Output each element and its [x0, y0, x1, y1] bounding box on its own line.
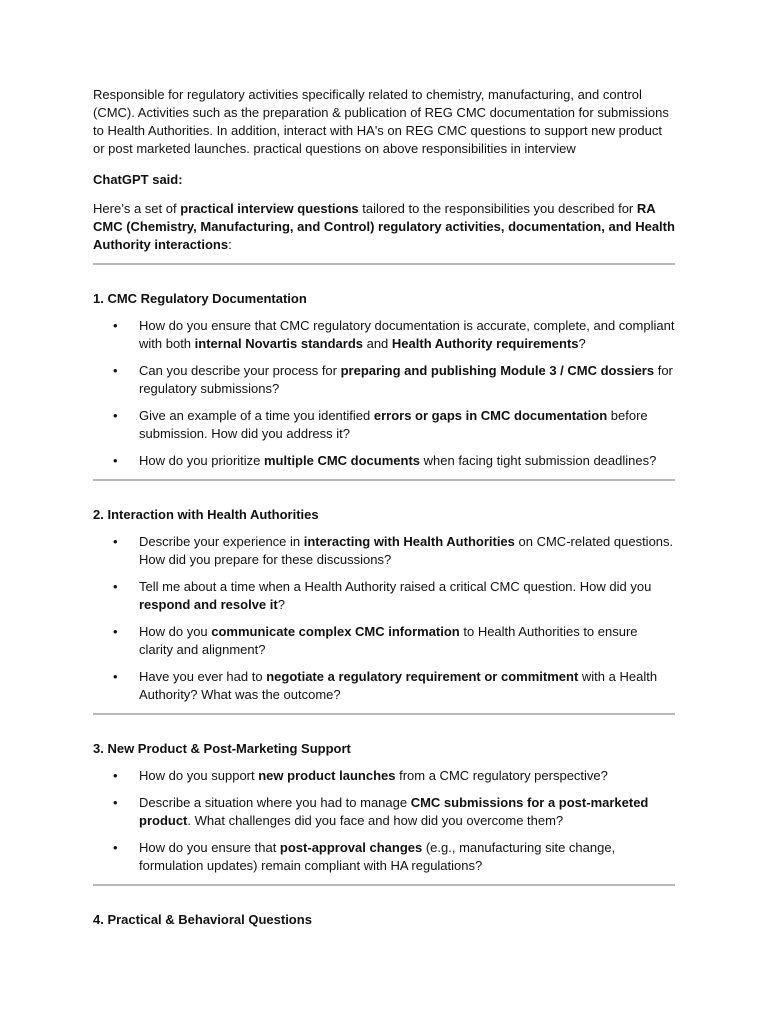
question-item	[93, 578, 675, 614]
question-text	[139, 579, 651, 612]
bullet-icon: •	[113, 768, 118, 783]
question-list	[93, 317, 675, 470]
text-run: How do you	[139, 624, 212, 639]
bold-text: communicate complex CMC information	[211, 624, 460, 639]
bold-text: Health Authority requirements	[391, 336, 579, 351]
question-text	[139, 795, 648, 828]
text-run: (e.g., manufacturing site change, formulation updates) remain compliant with HA regulations?	[139, 840, 616, 873]
question-section	[93, 886, 675, 947]
question-section	[93, 265, 675, 479]
question-item	[93, 668, 675, 704]
question-item	[93, 362, 675, 398]
text-run: on CMC-related questions. How did you prepare for these discussions?	[139, 534, 674, 567]
text-run: Describe a situation where you had to manage	[139, 795, 411, 810]
question-item	[93, 317, 675, 353]
text-run: with a Health Authority? What was the outcome?	[139, 669, 658, 702]
question-section	[93, 481, 675, 713]
question-sections	[93, 263, 675, 947]
bullet-icon: •	[113, 453, 118, 468]
question-text	[139, 840, 615, 873]
bold-text: negotiate a regulatory requirement or commitment	[266, 669, 579, 684]
section-heading: 4. Practical & Behavioral Questions	[93, 912, 312, 927]
question-text	[139, 453, 656, 468]
text-run: for regulatory submissions?	[139, 363, 673, 396]
bullet-icon: •	[113, 669, 118, 684]
bullet-icon: •	[113, 534, 118, 549]
text-run: . What challenges did you face and how did you overcome them?	[187, 813, 564, 828]
bullet-icon: •	[113, 840, 118, 855]
text-run: How do you ensure that CMC regulatory documentation is accurate, complete, and compliant with both	[139, 318, 675, 351]
text-run: from a CMC regulatory perspective?	[395, 768, 608, 783]
text-run: tailored to the responsibilities you described for	[358, 201, 637, 216]
bold-text: internal Novartis standards	[194, 336, 363, 351]
text-run: when facing tight submission deadlines?	[420, 453, 657, 468]
bold-text: post-approval changes	[279, 840, 423, 855]
question-text	[139, 363, 673, 396]
question-list	[93, 767, 675, 875]
text-run: Can you describe your process for	[139, 363, 341, 378]
section-heading: 2. Interaction with Health Authorities	[93, 507, 319, 522]
bold-text: respond and resolve it	[139, 597, 278, 612]
question-text	[139, 408, 648, 441]
bullet-icon: •	[113, 363, 118, 378]
text-run: Give an example of a time you identified	[139, 408, 374, 423]
bold-text: new product launches	[258, 768, 396, 783]
question-item	[93, 794, 675, 830]
speaker-label: ChatGPT said:	[93, 172, 183, 187]
text-run: Here’s a set of	[93, 201, 181, 216]
bold-text: CMC submissions for a post-marketed product	[139, 795, 649, 828]
question-section	[93, 715, 675, 884]
question-text	[139, 768, 608, 783]
question-list	[93, 533, 675, 704]
answer-intro	[93, 200, 675, 254]
question-item	[93, 407, 675, 443]
question-text	[139, 534, 673, 567]
text-run: How do you prioritize	[139, 453, 264, 468]
bold-text: interacting with Health Authorities	[303, 534, 515, 549]
text-run: Tell me about a time when a Health Authority raised a critical CMC question. How did you	[139, 579, 652, 594]
text-run: How do you support	[139, 768, 259, 783]
question-item	[93, 767, 675, 785]
bold-text: RA CMC (Chemistry, Manufacturing, and Control) regulatory activities, documentation, and Health Authority interactions	[93, 201, 675, 252]
text-run: to Health Authorities to ensure clarity and alignment?	[139, 624, 638, 657]
question-text	[139, 624, 638, 657]
text-run: ?	[277, 597, 285, 612]
question-item	[93, 839, 675, 875]
question-item	[93, 452, 675, 470]
user-prompt: Responsible for regulatory activities specifically related to chemistry, manufacturing, and control (CMC). Activities such as the preparation & publication of REG CMC documentation for submissions to Health Authorities. In addition, interact with HA's on REG CMC questions to support new product or post marketed launches. practical questions on above responsibilities in interview	[93, 87, 669, 156]
text-run: Have you ever had to	[139, 669, 267, 684]
bullet-icon: •	[113, 408, 118, 423]
bold-text: preparing and publishing Module 3 / CMC dossiers	[340, 363, 655, 378]
document-body	[93, 86, 675, 947]
text-run: How do you ensure that	[139, 840, 280, 855]
bullet-icon: •	[113, 318, 118, 333]
bullet-icon: •	[113, 579, 118, 594]
section-heading: 3. New Product & Post-Marketing Support	[93, 741, 351, 756]
text-run: Describe your experience in	[139, 534, 304, 549]
question-item	[93, 623, 675, 659]
question-text	[139, 318, 674, 351]
text-run: and	[362, 336, 392, 351]
question-text	[139, 669, 657, 702]
bold-text: errors or gaps in CMC documentation	[373, 408, 608, 423]
bullet-icon: •	[113, 795, 118, 810]
section-heading: 1. CMC Regulatory Documentation	[93, 291, 307, 306]
question-item	[93, 533, 675, 569]
text-run: ?	[578, 336, 586, 351]
text-run: before submission. How did you address it?	[139, 408, 648, 441]
bold-text: practical interview questions	[180, 201, 359, 216]
bullet-icon: •	[113, 624, 118, 639]
bold-text: multiple CMC documents	[264, 453, 421, 468]
text-run: :	[228, 237, 232, 252]
